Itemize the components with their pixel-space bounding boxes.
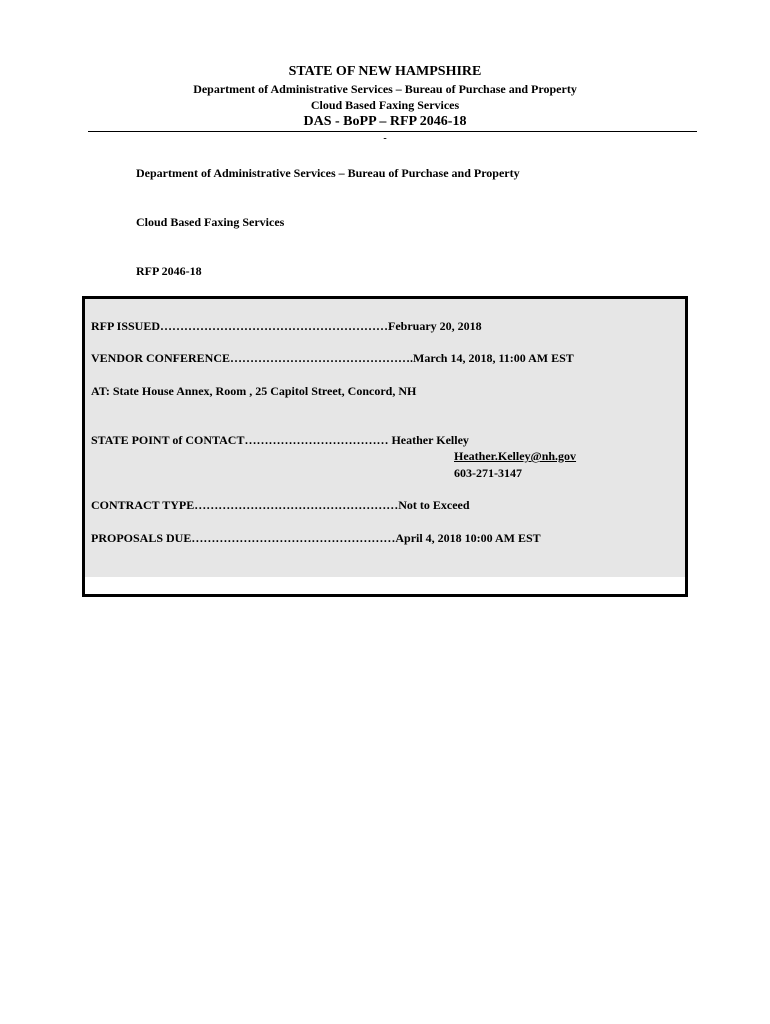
body-department: Department of Administrative Services – Bureau of Purchase and Property <box>136 166 520 180</box>
contact-phone: 603-271-3147 <box>454 466 522 480</box>
service-subtitle: Cloud Based Faxing Services <box>310 98 460 112</box>
body-rfp-number: RFP 2046-18 <box>136 264 202 278</box>
body-service: Cloud Based Faxing Services <box>136 215 285 229</box>
department-subtitle: Department of Administrative Services – Bureau of Purchase and Property <box>193 82 577 96</box>
info-box-footer <box>82 577 688 597</box>
header-divider <box>88 131 697 132</box>
dash-mark: - <box>383 133 387 144</box>
rfp-title: DAS - BoPP – RFP 2046-18 <box>303 114 467 129</box>
rfp-issued-row: RFP ISSUED…………………………………………………February 20, 2018 <box>91 319 482 333</box>
contract-type-row: CONTRACT TYPE……………………………………………Not to Exceed <box>91 498 470 512</box>
vendor-conference-row: VENDOR CONFERENCE……………………………………….March 14, 2018, 11:00 AM EST <box>91 351 574 365</box>
rfp-info-box <box>82 296 688 580</box>
contact-email-link[interactable]: Heather.Kelley@nh.gov <box>454 449 577 463</box>
conference-location-row: AT: State House Annex, Room , 25 Capitol Street, Concord, NH <box>91 384 417 398</box>
state-title: STATE OF NEW HAMPSHIRE <box>288 64 482 79</box>
point-of-contact-row: STATE POINT of CONTACT……………………………… Heather Kelley <box>91 433 469 447</box>
proposals-due-row: PROPOSALS DUE……………………………………………April 4, 2018 10:00 AM EST <box>91 531 541 545</box>
